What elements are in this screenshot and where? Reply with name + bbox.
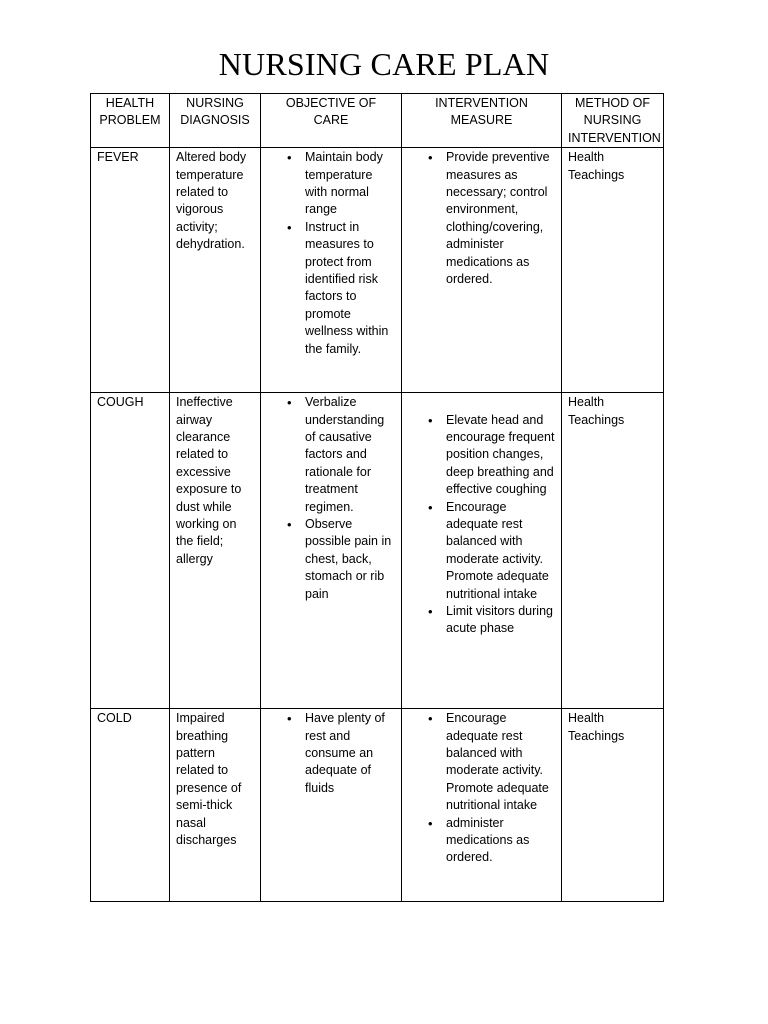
objective-list [267,394,395,603]
header-health-problem: HEALTH PROBLEM [91,94,170,148]
cell-health-problem: COLD [91,709,170,902]
list-item: • Maintain body temperature with normal range [267,149,395,219]
list-item: • Elevate head and encourage frequent position changes, deep breathing and effective coughing [408,412,555,499]
list-item: • Observe possible pain in chest, back, stomach or rib pain [267,516,395,603]
intervention-list [408,710,555,867]
table-header-row [91,94,664,148]
list-item: • Verbalize understanding of causative factors and rationale for treatment regimen. [267,394,395,516]
table-row [91,393,664,709]
cell-intervention-measure [402,148,562,393]
cell-nursing-diagnosis: Ineffective airway clearance related to excessive exposure to dust while working on the field; allergy [170,393,261,709]
cell-method-of-intervention: Health Teachings [562,393,664,709]
cell-nursing-diagnosis: Impaired breathing pattern related to presence of semi-thick nasal discharges [170,709,261,902]
list-item: • Limit visitors during acute phase [408,603,555,638]
list-item: • administer medications as ordered. [408,815,555,867]
cell-objective-of-care [261,393,402,709]
objective-list [267,149,395,358]
objective-list [267,710,395,797]
list-item: • Have plenty of rest and consume an adequate of fluids [267,710,395,797]
cell-nursing-diagnosis: Altered body temperature related to vigorous activity; dehydration. [170,148,261,393]
page-title: NURSING CARE PLAN [218,46,550,82]
header-objective-of-care: OBJECTIVE OF CARE [261,94,402,148]
list-item: • Encourage adequate rest balanced with moderate activity. Promote adequate nutritional intake [408,710,555,814]
cell-method-of-intervention: Health Teachings [562,148,664,393]
list-item: • Instruct in measures to protect from identified risk factors to promote wellness within the family. [267,219,395,358]
cell-objective-of-care [261,148,402,393]
header-intervention-measure: INTERVENTION MEASURE [402,94,562,148]
cell-intervention-measure [402,709,562,902]
intervention-list [408,149,555,288]
cell-health-problem: FEVER [91,148,170,393]
intervention-list [408,412,555,638]
list-item: • Provide preventive measures as necessary; control environment, clothing/covering, administer medications as ordered. [408,149,555,288]
cell-health-problem: COUGH [91,393,170,709]
cell-objective-of-care [261,709,402,902]
header-nursing-diagnosis: NURSING DIAGNOSIS [170,94,261,148]
list-item: • Encourage adequate rest balanced with moderate activity. Promote adequate nutritional intake [408,499,555,603]
care-plan-table [90,93,664,902]
cell-intervention-measure [402,393,562,709]
header-method-of-intervention: METHOD OF NURSING INTERVENTION [562,94,664,148]
table-row [91,709,664,902]
cell-method-of-intervention: Health Teachings [562,709,664,902]
table-row [91,148,664,393]
